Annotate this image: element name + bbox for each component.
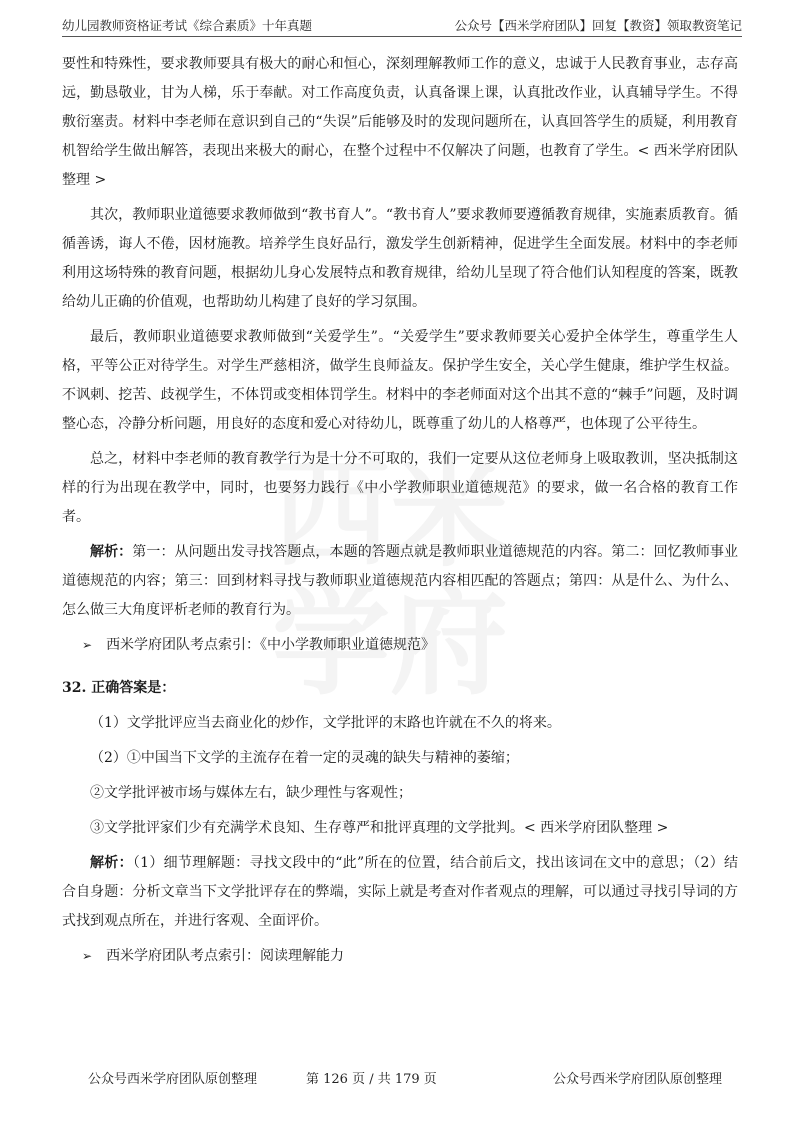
analysis-paragraph-1 bbox=[62, 538, 738, 625]
header-left-title: 幼儿园教师资格证考试《综合素质》十年真题 bbox=[62, 18, 313, 33]
arrow-bullet-icon: ➢ bbox=[82, 638, 93, 652]
answer-line-4: ③文学批评家们少有充满学术良知、生存尊严和批评真理的文学批判。< 西米学府团队整理 > bbox=[90, 820, 669, 836]
analysis-label: 解析： bbox=[90, 544, 133, 560]
paragraph-third: 最后，教师职业道德要求教师做到“关爱学生”。“关爱学生”要求教师要关心爱护全体学生，尊重学生人格，平等公正对待学生。对学生严慈相济，做学生良师益友。保护学生安全，关心学生健康，维护学生权益。不讽刺、挖苦、歧视学生，不体罚或变相体罚学生。材料中的李老师面对这个出其不意的“棘手”问题，及时调整心态，冷静分析问题，用良好的态度和爱心对待幼儿，既尊重了幼儿的人格尊严，也体现了公平待生。 bbox=[62, 329, 738, 432]
footer-right: 公众号西米学府团队原创整理 bbox=[552, 1072, 722, 1087]
answer-line-2: （2）①中国当下文学的主流存在着一定的灵魂的缺失与精神的萎缩； bbox=[90, 750, 519, 766]
bullet-item-1 bbox=[62, 631, 738, 660]
paragraph-continued: 要性和特殊性，要求教师要具有极大的耐心和恒心，深刻理解教师工作的意义，忠诚于人民教育事业，志存高远，勤恳敬业，甘为人梯，乐于奉献。对工作高度负责，认真备课上课，认真批改作业，认真辅导学生。不得敷衍塞责。材料中李老师在意识到自己的“失误”后能够及时的发现问题所在，认真回答学生的质疑，利用教育机智给学生做出解答，表现出来极大的耐心，在整个过程中不仅解决了问题，也教育了学生。< 西米学府团队整理 > bbox=[62, 56, 738, 188]
page-footer bbox=[88, 1068, 722, 1088]
footer-left: 公众号西米学府团队原创整理 bbox=[88, 1072, 258, 1087]
analysis-text: （1）细节理解题：寻找文段中的“此”所在的位置，结合前后文，找出该词在文中的意思；（2）结合自身题：分析文章当下文学批评存在的弊端，实际上就是考查对作者观点的理解，可以通过寻找引导词的方式找到观点所在，并进行客观、全面评价。 bbox=[62, 855, 738, 929]
header-right-notice: 公众号【西米学府团队】回复【教资】领取教资笔记 bbox=[454, 18, 742, 33]
paragraph-second: 其次，教师职业道德要求教师做到“教书育人”。“教书育人”要求教师要遵循教育规律，实施素质教育。循循善诱，诲人不倦，因材施教。培养学生良好品行，激发学生创新精神，促进学生全面发展。材料中的李老师利用这场特殊的教育问题，根据幼儿身心发展特点和教育规律，给幼儿呈现了符合他们认知程度的答案，既教给幼儿正确的价值观，也帮助幼儿构建了良好的学习氛围。 bbox=[62, 207, 738, 310]
answer-line-3: ②文学批评被市场与媒体左右，缺少理性与客观性； bbox=[90, 785, 412, 801]
analysis-label: 解析： bbox=[90, 855, 133, 871]
paragraph-conclusion: 总之，材料中李老师的教育教学行为是十分不可取的，我们一定要从这位老师身上吸取教训，坚决抵制这样的行为出现在教学中，同时，也要努力践行《中小学教师职业道德规范》的要求，做一名合格的教育工作者。 bbox=[62, 451, 738, 525]
bullet-text: 西米学府团队考点索引：阅读理解能力 bbox=[106, 948, 345, 964]
bullet-item-2 bbox=[62, 942, 738, 971]
arrow-bullet-icon: ➢ bbox=[82, 949, 93, 963]
bullet-text: 西米学府团队考点索引：《中小学教师职业道德规范》 bbox=[106, 637, 436, 653]
page-header bbox=[62, 12, 742, 37]
answer-line-1: （1）文学批评应当去商业化的炒作，文学批评的末路也许就在不久的将来。 bbox=[90, 715, 561, 731]
page-content bbox=[62, 50, 738, 971]
analysis-paragraph-2 bbox=[62, 849, 738, 936]
question-32-title: 32. 正确答案是： bbox=[62, 680, 176, 696]
page-number: 第 126 页 / 共 179 页 bbox=[306, 1072, 437, 1087]
analysis-text: 第一：从问题出发寻找答题点，本题的答题点就是教师职业道德规范的内容。第二：回忆教师事业道德规范的内容；第三：回到材料寻找与教师职业道德规范内容相匹配的答题点；第四：从是什么、为什么、怎么做三大角度评析老师的教育行为。 bbox=[62, 544, 739, 618]
